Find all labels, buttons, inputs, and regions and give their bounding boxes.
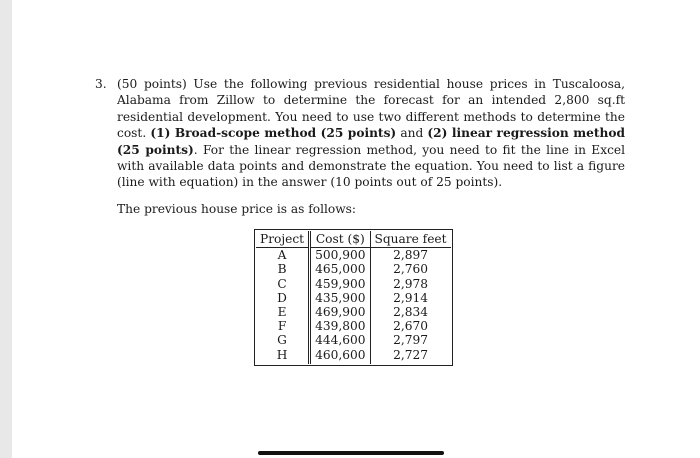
header-square-feet: Square feet xyxy=(370,231,451,248)
table-header-row xyxy=(256,231,451,248)
cell-project: B xyxy=(277,262,287,277)
cell-sqft: 2,914 xyxy=(370,291,451,305)
header-cost: Cost ($) xyxy=(310,231,370,248)
cell-sqft: 2,797 xyxy=(370,333,451,347)
table-row xyxy=(256,319,451,333)
table-row xyxy=(256,262,451,276)
page-edge-shadow xyxy=(0,0,12,458)
table-row xyxy=(256,291,451,305)
cell-project: D xyxy=(277,290,287,305)
home-indicator-bar[interactable] xyxy=(258,451,444,455)
cell-cost: 465,000 xyxy=(310,262,370,276)
cell-cost: 444,600 xyxy=(310,333,370,347)
and-word: and xyxy=(400,126,424,141)
cell-project: A xyxy=(277,248,287,263)
table-row xyxy=(256,348,451,364)
method-one: (1) Broad-scope method (25 points) xyxy=(150,126,397,141)
cell-cost: 439,800 xyxy=(310,319,370,333)
table-row xyxy=(256,277,451,291)
price-table xyxy=(256,231,451,364)
cell-sqft: 2,897 xyxy=(370,248,451,263)
question-details: . For the linear regression method, you need to fit the line in Excel with available data points and demonstrate the equation. You need to list a figure (line with equation) in the answer (10 points out of 25 points). xyxy=(117,142,626,190)
cell-sqft: 2,670 xyxy=(370,319,451,333)
cell-project: E xyxy=(277,305,287,320)
cell-project: H xyxy=(276,347,288,362)
table-row xyxy=(256,248,451,263)
cell-project: C xyxy=(277,276,287,291)
question-paragraph xyxy=(95,76,625,191)
problem-statement xyxy=(95,76,625,217)
cell-project: G xyxy=(277,333,287,348)
cell-sqft: 2,978 xyxy=(370,277,451,291)
question-intro: (50 points) Use the following previous residential house prices in Tuscaloosa, Alabama from Zillow to determine the forecast for an intended 2,800 sq.ft residential development. You need to use two different methods to determine the cost. xyxy=(117,77,625,141)
cell-sqft: 2,727 xyxy=(370,348,451,364)
price-table-frame xyxy=(254,229,453,366)
table-lead-in: The previous house price is as follows: xyxy=(117,201,357,216)
cell-project: F xyxy=(277,319,287,334)
header-project: Project xyxy=(256,231,310,248)
cell-cost: 435,900 xyxy=(310,291,370,305)
cell-cost: 500,900 xyxy=(310,248,370,263)
cell-cost: 459,900 xyxy=(310,277,370,291)
cell-sqft: 2,834 xyxy=(370,305,451,319)
cell-cost: 469,900 xyxy=(310,305,370,319)
table-row xyxy=(256,333,451,347)
method-two: (2) linear regression method (25 points) xyxy=(117,126,626,157)
cell-cost: 460,600 xyxy=(310,348,370,364)
cell-sqft: 2,760 xyxy=(370,262,451,276)
question-number: 3. xyxy=(95,77,107,91)
table-row xyxy=(256,305,451,319)
